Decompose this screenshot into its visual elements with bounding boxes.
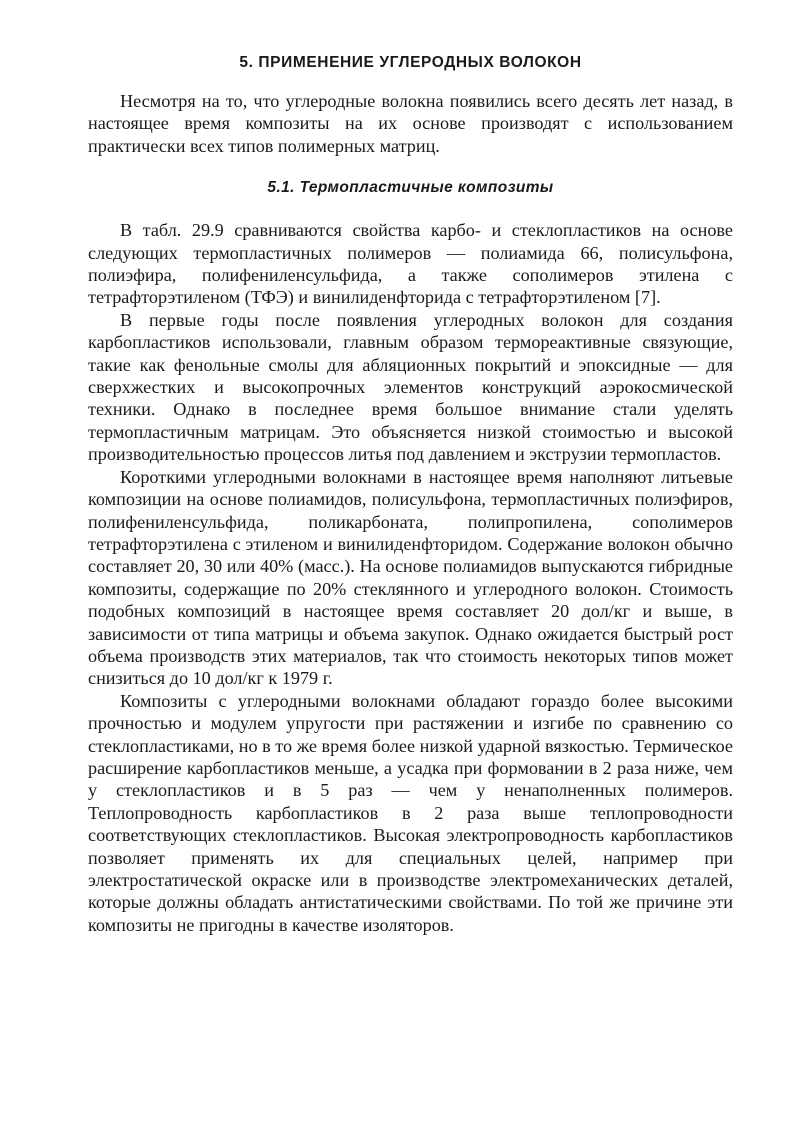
section-intro-paragraph: Несмотря на то, что углеродные волокна появились всего десять лет назад, в настоящее время композиты на их основе производят с использованием практически всех типов полимерных матриц.: [88, 91, 733, 156]
subsection-title: 5.1. Термопластичные композиты: [267, 179, 554, 197]
document-page: [88, 52, 733, 936]
body-paragraph-1: В табл. 29.9 сравниваются свойства карбо- и стеклопластиков на основе следующих термопластичных полимеров — полиамида 66, полисульфона, полиэфира, полифениленсульфида, а также сополимеров этилена с тетрафторэтиленом (ТФЭ) и винилиденфторида с тетрафторэтиленом [7].: [88, 220, 733, 308]
body-paragraph-2: В первые годы после появления углеродных волокон для создания карбопластиков использовали, главным образом термореактивные связующие, такие как фенольные смолы для абляционных покрытий и эпоксидные — для сверхжестких и высокопрочных элементов конструкций аэрокосмической техники. Однако в последнее время большое внимание стали уделять термопластичным матрицам. Это объясняется низкой стоимостью и высокой производительностью процессов литья под давлением и экструзии термопластов.: [88, 309, 733, 465]
body-paragraph-3: Короткими углеродными волокнами в настоящее время наполняют литьевые композиции на основе полиамидов, полисульфона, термопластичных полиэфиров, полифениленсульфида, поликарбоната, полипропилена, сополимеров тетрафторэтилена с этиленом и винилиденфторидом. Содержание волокон обычно составляет 20, 30 или 40% (масс.). На основе полиамидов выпускаются гибридные композиты, содержащие по 20% стеклянного и углеродного волокон. Стоимость подобных композиций в настоящее время составляет 20 дол/кг и выше, в зависимости от типа матрицы и объема закупок. Однако ожидается быстрый рост объема производств этих материалов, так что стоимость некоторых типов может снизиться до 10 дол/кг к 1979 г.: [88, 466, 733, 689]
section-title: 5. ПРИМЕНЕНИЕ УГЛЕРОДНЫХ ВОЛОКОН: [239, 54, 582, 71]
body-paragraph-4: Композиты с углеродными волокнами обладают гораздо более высокими прочностью и модулем упругости при растяжении и изгибе по сравнению со стеклопластиками, но в то же время более низкой ударной вязкостью. Термическое расширение карбопластиков меньше, а усадка при формовании в 2 раза ниже, чем у стеклопластиков и в 5 раз — чем у ненаполненных полимеров. Теплопроводность карбопластиков в 2 раза выше теплопроводности соответствующих стеклопластиков. Высокая электропроводность карбопластиков позволяет применять их для специальных целей, например при электростатической окраске или в производстве электромеханических деталей, которые должны обладать антистатическими свойствами. По той же причине эти композиты не пригодны в качестве изоляторов.: [88, 690, 733, 935]
